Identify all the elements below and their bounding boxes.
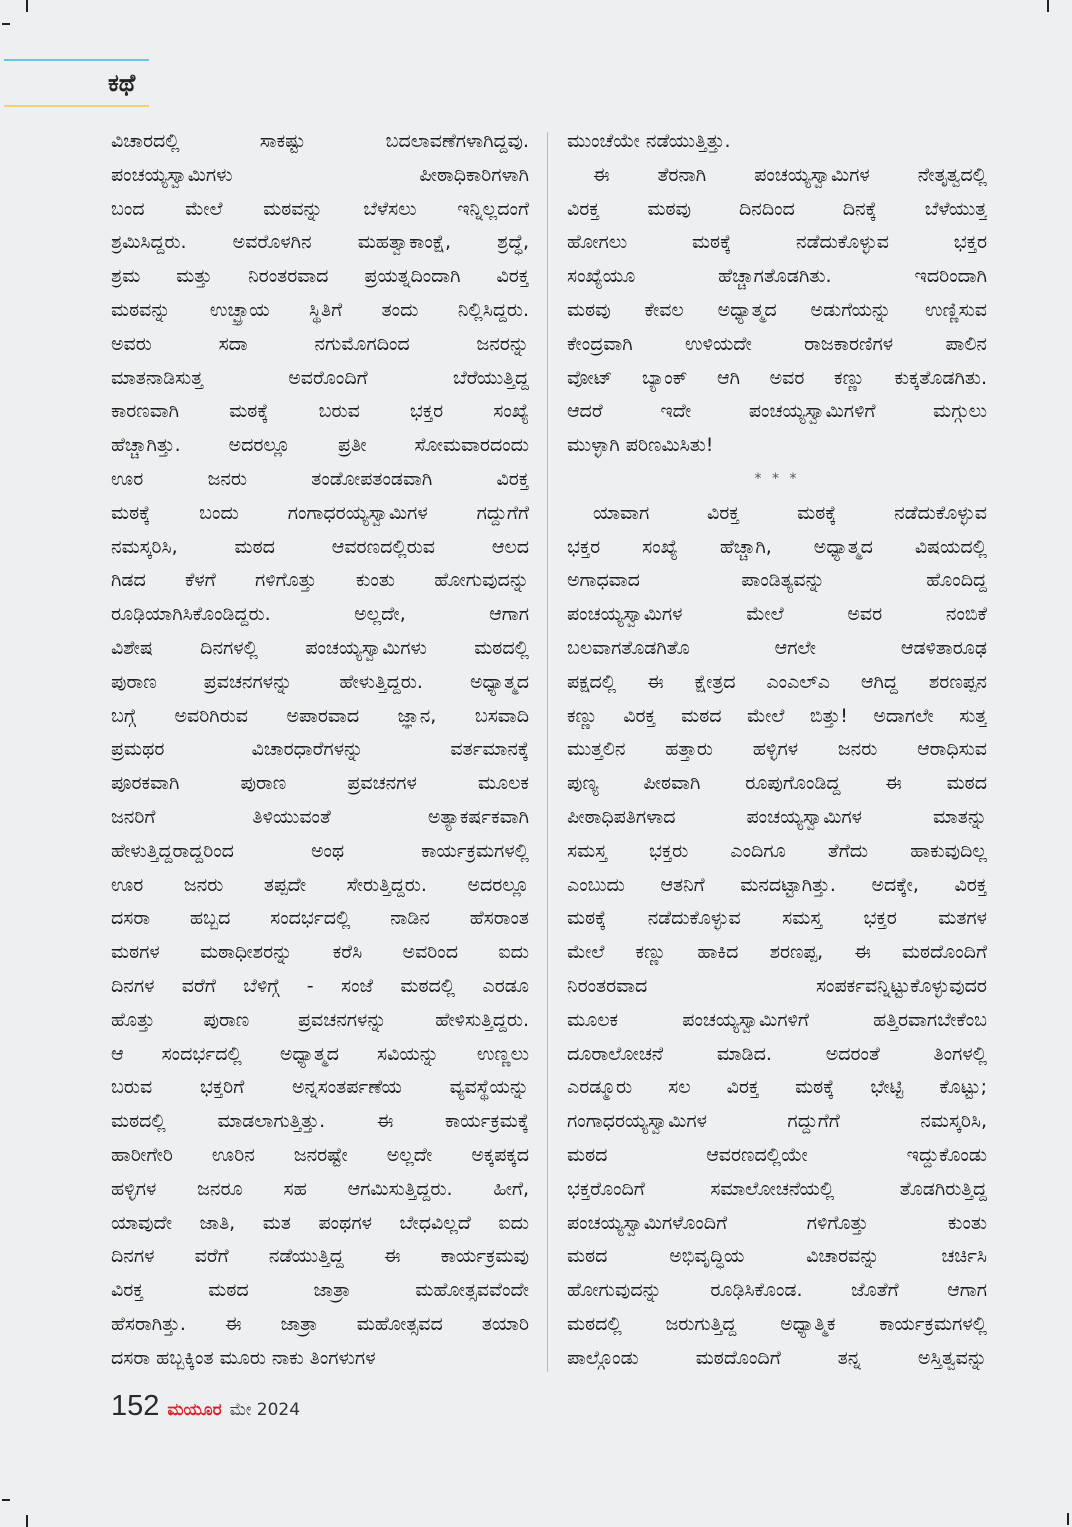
text-line: ಪುರಾಣ ಪ್ರವಚನಗಳನ್ನು ಹೇಳುತ್ತಿದ್ದರು. ಅಧ್ಯಾತ್ಮದ	[111, 670, 529, 693]
text-line: ವಿಚಾರದಲ್ಲಿ ಸಾಕಷ್ಟು ಬದಲಾವಣೆಗಳಾಗಿದ್ದವು.	[111, 130, 529, 152]
text-line: ದಸರಾ ಹಬ್ಬಕ್ಕಿಂತ ಮೂರು ನಾಕು ತಿಂಗಳುಗಳ	[111, 1346, 376, 1369]
crop-mark	[2, 23, 10, 25]
text-line: ಅಗಾಧವಾದ ಪಾಂಡಿತ್ಯವನ್ನು ಹೊಂದಿದ್ದ	[567, 569, 987, 592]
text-line: ಹೋಗಲು ಮಠಕ್ಕೆ ನಡೆದುಕೊಳ್ಳುವ ಭಕ್ತರ	[567, 231, 987, 254]
text-line: ಕಾರಣವಾಗಿ ಮಠಕ್ಕೆ ಬರುವ ಭಕ್ತರ ಸಂಖ್ಯೆ	[111, 400, 529, 423]
text-line: ಬಗ್ಗೆ ಅವರಿಗಿರುವ ಅಪಾರವಾದ ಜ್ಞಾನ, ಬಸವಾದಿ	[111, 704, 529, 727]
text-line: ಮಠಕ್ಕೆ ಬಂದು ಗಂಗಾಧರಯ್ಯಸ್ವಾಮಿಗಳ ಗದ್ದುಗೆಗೆ	[111, 501, 529, 524]
crop-mark	[1067, 1513, 1069, 1525]
text-line: ಜನರಿಗೆ ತಿಳಿಯುವಂತೆ ಅತ್ಯಾಕರ್ಷಕವಾಗಿ	[111, 805, 529, 828]
text-line: ನಮಸ್ಕರಿಸಿ, ಮಠದ ಆವರಣದಲ್ಲಿರುವ ಆಲದ	[111, 535, 529, 558]
text-line: ಪಕ್ಷದಲ್ಲಿ ಈ ಕ್ಷೇತ್ರದ ಎಂಎಲ್‌ಎ ಆಗಿದ್ದ ಶರಣಪ್ಪನ	[567, 670, 987, 693]
text-line: ಯಾವಾಗ ವಿರಕ್ತ ಮಠಕ್ಕೆ ನಡೆದುಕೊಳ್ಳುವ	[593, 501, 987, 524]
text-line: ಕಣ್ಣು ವಿರಕ್ತ ಮಠದ ಮೇಲೆ ಬಿತ್ತು! ಅದಾಗಲೇ ಸುತ್ತ	[567, 704, 987, 727]
text-line: ದಿನಗಳ ವರೆಗೆ ನಡೆಯುತ್ತಿದ್ದ ಈ ಕಾರ್ಯಕ್ರಮವು	[111, 1245, 529, 1268]
text-line: ಮಠವನ್ನು ಉಚ್ಛ್ರಾಯ ಸ್ಥಿತಿಗೆ ತಂದು ನಿಲ್ಲಿಸಿದ್ದರು.	[111, 298, 529, 321]
text-line: ಮಠವು ಕೇವಲ ಅಧ್ಯಾತ್ಮದ ಅಡುಗೆಯನ್ನು ಉಣ್ಣಿಸುವ	[567, 298, 987, 321]
text-line: ದೂರಾಲೋಚನೆ ಮಾಡಿದ. ಅದರಂತೆ ತಿಂಗಳಲ್ಲಿ	[567, 1042, 987, 1065]
text-line: ಹೆಚ್ಚಾಗಿತ್ತು. ಅದರಲ್ಲೂ ಪ್ರತೀ ಸೋಮವಾರದಂದು	[111, 434, 529, 457]
page-number: 152	[111, 1390, 160, 1422]
left-text-column	[111, 125, 529, 1375]
text-line: ಹೋಗುವುದನ್ನು ರೂಢಿಸಿಕೊಂಡ. ಜೊತೆಗೆ ಆಗಾಗ	[567, 1279, 987, 1302]
text-line: ಬರುವ ಭಕ್ತರಿಗೆ ಅನ್ನಸಂತರ್ಪಣೆಯ ವ್ಯವಸ್ಥೆಯನ್ನು	[111, 1076, 529, 1099]
text-line: ಊರ ಜನರು ತಂಡೋಪತಂಡವಾಗಿ ವಿರಕ್ತ	[111, 467, 529, 490]
text-line: ಎರಡ್ಮೂರು ಸಲ ವಿರಕ್ತ ಮಠಕ್ಕೆ ಭೇಟ್ಟಿ ಕೊಟ್ಟು;	[567, 1076, 987, 1099]
text-line: ಸಂಖ್ಯೆಯೂ ಹೆಚ್ಚಾಗತೊಡಗಿತು. ಇದರಿಂದಾಗಿ	[567, 265, 987, 288]
text-line: ಹೇಳುತ್ತಿದ್ದರಾದ್ದರಿಂದ ಅಂಥ ಕಾರ್ಯಕ್ರಮಗಳಲ್ಲಿ	[111, 839, 529, 862]
text-line: ಈ ತೆರನಾಗಿ ಪಂಚಯ್ಯಸ್ವಾಮಿಗಳ ನೇತೃತ್ವದಲ್ಲಿ	[593, 163, 987, 186]
text-line: ಮುಳ್ಳಾಗಿ ಪರಿಣಮಿಸಿತು!	[567, 434, 714, 457]
crop-mark	[1047, 0, 1049, 12]
text-line: ಮಠದ ಆವರಣದಲ್ಲಿಯೇ ಇದ್ದುಕೊಂಡು	[567, 1143, 987, 1166]
issue-date: ಮೇ 2024	[229, 1400, 301, 1420]
section-break: * * *	[754, 470, 800, 487]
crop-mark	[26, 1515, 28, 1527]
text-line: ಗಂಗಾಧರಯ್ಯಸ್ವಾಮಿಗಳ ಗದ್ದುಗೆಗೆ ನಮಸ್ಕರಿಸಿ,	[567, 1110, 987, 1133]
section-title: ಕಥೆ	[108, 69, 136, 97]
text-line: ಮಠದಲ್ಲಿ ಮಾಡಲಾಗುತ್ತಿತ್ತು. ಈ ಕಾರ್ಯಕ್ರಮಕ್ಕೆ	[111, 1110, 529, 1133]
text-line: ರೂಢಿಯಾಗಿಸಿಕೊಂಡಿದ್ದರು. ಅಲ್ಲದೇ, ಆಗಾಗ	[111, 603, 529, 626]
text-line: ಮುಂಚೆಯೇ ನಡೆಯುತ್ತಿತ್ತು.	[567, 130, 731, 152]
text-line: ಶ್ರಮಿಸಿದ್ದರು. ಅವರೊಳಗಿನ ಮಹತ್ವಾಕಾಂಕ್ಷೆ, ಶ್ರದ್ಧೆ,	[111, 231, 529, 254]
text-line: ಆ ಸಂದರ್ಭದಲ್ಲಿ ಅಧ್ಯಾತ್ಮದ ಸವಿಯನ್ನು ಉಣ್ಣಲು	[111, 1042, 529, 1065]
text-line: ಅವರು ಸದಾ ನಗುಮೊಗದಿಂದ ಜನರನ್ನು	[111, 332, 529, 355]
text-line: ಮೇಲೆ ಕಣ್ಣು ಹಾಕಿದ ಶರಣಪ್ಪ, ಈ ಮಠದೊಂದಿಗೆ	[567, 941, 987, 964]
text-line: ವಿಶೇಷ ದಿನಗಳಲ್ಲಿ ಪಂಚಯ್ಯಸ್ವಾಮಿಗಳು ಮಠದಲ್ಲಿ	[111, 636, 529, 659]
text-line: ಹಾರೀಗೇರಿ ಊರಿನ ಜನರಷ್ಟೇ ಅಲ್ಲದೇ ಅಕ್ಕಪಕ್ಕದ	[111, 1143, 529, 1166]
text-line: ಮಠಕ್ಕೆ ನಡೆದುಕೊಳ್ಳುವ ಸಮಸ್ತ ಭಕ್ತರ ಮತಗಳ	[567, 907, 987, 930]
text-line: ಬಲವಾಗತೊಡಗಿತೊ ಆಗಲೇ ಆಡಳಿತಾರೂಢ	[567, 636, 987, 659]
text-line: ವಿರಕ್ತ ಮಠದ ಜಾತ್ರಾ ಮಹೋತ್ಸವವೆಂದೇ	[111, 1279, 529, 1302]
text-line: ಮಠದಲ್ಲಿ ಜರುಗುತ್ತಿದ್ದ ಅಧ್ಯಾತ್ಮಿಕ ಕಾರ್ಯಕ್ರಮಗಳಲ್ಲಿ	[567, 1312, 987, 1335]
text-line: ಹಳ್ಳಿಗಳ ಜನರೂ ಸಹ ಆಗಮಿಸುತ್ತಿದ್ದರು. ಹೀಗೆ,	[111, 1177, 529, 1200]
text-line: ಹೊತ್ತು ಪುರಾಣ ಪ್ರವಚನಗಳನ್ನು ಹೇಳಿಸುತ್ತಿದ್ದರು.	[111, 1008, 529, 1031]
text-line: ವೋಟ್ ಬ್ಯಾಂಕ್ ಆಗಿ ಅವರ ಕಣ್ಣು ಕುಕ್ಕತೊಡಗಿತು.	[567, 366, 987, 389]
text-line: ಕೇಂದ್ರವಾಗಿ ಉಳಿಯದೇ ರಾಜಕಾರಣಿಗಳ ಪಾಲಿನ	[567, 332, 987, 355]
text-line: ಊರ ಜನರು ತಪ್ಪದೇ ಸೇರುತ್ತಿದ್ದರು. ಅದರಲ್ಲೂ	[111, 873, 529, 896]
text-line: ಆದರೆ ಇದೇ ಪಂಚಯ್ಯಸ್ವಾಮಿಗಳಿಗೆ ಮಗ್ಗುಲು	[567, 400, 987, 423]
text-line: ಮುತ್ತಲಿನ ಹತ್ತಾರು ಹಳ್ಳಿಗಳ ಜನರು ಆರಾಧಿಸುವ	[567, 738, 987, 761]
text-line: ಮಠಗಳ ಮಠಾಧೀಶರನ್ನು ಕರೆಸಿ ಅವರಿಂದ ಐದು	[111, 941, 529, 964]
section-rule-bottom	[4, 105, 149, 107]
text-line: ಪುಣ್ಯ ಪೀಠವಾಗಿ ರೂಪುಗೊಂಡಿದ್ದ ಈ ಮಠದ	[567, 772, 987, 795]
text-line: ಭಕ್ತರ ಸಂಖ್ಯೆ ಹೆಚ್ಚಾಗಿ, ಅಧ್ಯಾತ್ಮದ ವಿಷಯದಲ್ಲಿ	[567, 535, 987, 558]
right-text-column	[567, 125, 987, 1375]
crop-mark	[2, 1499, 10, 1501]
crop-mark	[26, 0, 28, 12]
text-line: ಪಾಲ್ಗೊಂಡು ಮಠದೊಂದಿಗೆ ತನ್ನ ಅಸ್ತಿತ್ವವನ್ನು	[567, 1346, 987, 1369]
page-footer	[111, 1390, 300, 1423]
text-line: ಸಮಸ್ತ ಭಕ್ತರು ಎಂದಿಗೂ ತೆಗೆದು ಹಾಕುವುದಿಲ್ಲ	[567, 839, 987, 862]
text-line: ಮೂಲಕ ಪಂಚಯ್ಯಸ್ವಾಮಿಗಳಿಗೆ ಹತ್ತಿರವಾಗಬೇಕೆಂಬ	[567, 1008, 987, 1031]
text-line: ಭಕ್ತರೊಂದಿಗೆ ಸಮಾಲೋಚನೆಯಲ್ಲಿ ತೊಡಗಿರುತ್ತಿದ್ದ	[567, 1177, 987, 1200]
text-line: ದಿನಗಳ ವರೆಗೆ ಬೆಳಿಗ್ಗೆ - ಸಂಜೆ ಮಠದಲ್ಲಿ ಎರಡೂ	[111, 974, 529, 997]
text-line: ಮಠದ ಅಭಿವೃದ್ಧಿಯ ವಿಚಾರವನ್ನು ಚರ್ಚಿಸಿ	[567, 1245, 987, 1268]
text-line: ಗಿಡದ ಕೆಳಗೆ ಗಳಿಗೊತ್ತು ಕುಂತು ಹೋಗುವುದನ್ನು	[111, 569, 529, 592]
magazine-logo: ಮಯೂರ	[167, 1400, 222, 1420]
text-line: ಯಾವುದೇ ಜಾತಿ, ಮತ ಪಂಥಗಳ ಬೇಧವಿಲ್ಲದೆ ಐದು	[111, 1211, 529, 1234]
text-line: ಮಾತನಾಡಿಸುತ್ತ ಅವರೊಂದಿಗೆ ಬೆರೆಯುತ್ತಿದ್ದ	[111, 366, 529, 389]
text-line: ಬಂದ ಮೇಲೆ ಮಠವನ್ನು ಬೆಳೆಸಲು ಇನ್ನಿಲ್ಲದಂಗೆ	[111, 197, 529, 220]
text-line: ಪೀಠಾಧಿಪತಿಗಳಾದ ಪಂಚಯ್ಯಸ್ವಾಮಿಗಳ ಮಾತನ್ನು	[567, 805, 987, 828]
column-divider	[547, 132, 548, 1372]
text-line: ಪ್ರಮಥರ ವಿಚಾರಧಾರೆಗಳನ್ನು ವರ್ತಮಾನಕ್ಕೆ	[111, 738, 529, 761]
text-line: ಪಂಚಯ್ಯಸ್ವಾಮಿಗಳ ಮೇಲೆ ಅವರ ನಂಬಿಕೆ	[567, 603, 987, 626]
text-line: ಪಂಚಯ್ಯಸ್ವಾಮಿಗಳು ಪೀಠಾಧಿಕಾರಿಗಳಾಗಿ	[111, 163, 529, 186]
text-line: ಪೂರಕವಾಗಿ ಪುರಾಣ ಪ್ರವಚನಗಳ ಮೂಲಕ	[111, 772, 529, 795]
section-rule-top	[4, 59, 149, 61]
text-line: ನಿರಂತರವಾದ ಸಂಪರ್ಕವನ್ನಿಟ್ಟುಕೊಳ್ಳುವುದರ	[567, 974, 987, 997]
text-line: ದಸರಾ ಹಬ್ಬದ ಸಂದರ್ಭದಲ್ಲಿ ನಾಡಿನ ಹೆಸರಾಂತ	[111, 907, 529, 930]
text-line: ಎಂಬುದು ಆತನಿಗೆ ಮನದಟ್ಟಾಗಿತ್ತು. ಅದಕ್ಕೇ, ವಿರಕ್ತ	[567, 873, 987, 896]
text-line: ಹೆಸರಾಗಿತ್ತು. ಈ ಜಾತ್ರಾ ಮಹೋತ್ಸವದ ತಯಾರಿ	[111, 1312, 529, 1335]
text-line: ಶ್ರಮ ಮತ್ತು ನಿರಂತರವಾದ ಪ್ರಯತ್ನದಿಂದಾಗಿ ವಿರಕ್ತ	[111, 265, 529, 288]
text-line: ವಿರಕ್ತ ಮಠವು ದಿನದಿಂದ ದಿನಕ್ಕೆ ಬೆಳೆಯುತ್ತ	[567, 197, 987, 220]
text-line: ಪಂಚಯ್ಯಸ್ವಾಮಿಗಳೊಂದಿಗೆ ಗಳಿಗೊತ್ತು ಕುಂತು	[567, 1211, 987, 1234]
